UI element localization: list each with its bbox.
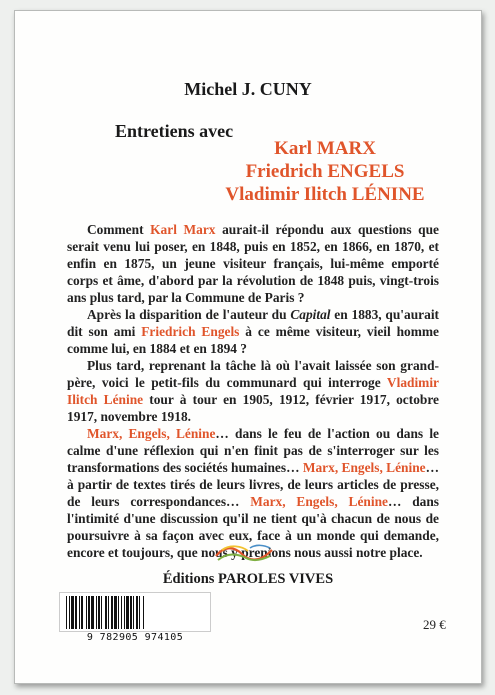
highlight-engels: Friedrich Engels	[141, 324, 240, 339]
publisher-logo	[212, 542, 276, 566]
barcode	[59, 592, 211, 632]
intro-heading: Entretiens avec	[115, 121, 234, 141]
name-engels: Friedrich ENGELS	[245, 161, 405, 182]
paragraph-4: Marx, Engels, Lénine… dans le feu de l'action ou dans le calme d'une réflexion qui n'en finit pas de s'interroger sur les transformations des sociétés humaines… Marx, Engels, Lénine… à partir de textes tirés de leurs livres, de leurs articles de presse, de leurs correspondances… Marx, Engels, Lénine… dans l'intimité d'une discussion qu'il ne tient qu'à chacun de nous de poursuivre à sa façon avec eux, face à un monde qui demande, encore et toujours, que nous y prenions nous aussi notre place.	[67, 426, 440, 560]
name-marx: Karl MARX	[274, 138, 376, 159]
highlight-marx: Karl Marx	[150, 222, 216, 237]
paragraph-1: Comment Karl Marx aurait-il répondu aux questions que serait venu lui poser, en 1848, puis en 1852, en 1866, en 1870, et enfin en 1875, un jeune visiteur français, lui-même emporté corps et âme, d'abord par la révolution de 1848 puis, vingt-trois ans plus tard, par la Commune de Paris ?	[67, 222, 440, 305]
name-lenine: Vladimir Ilitch LÉNINE	[225, 184, 425, 205]
paragraph-2: Après la disparition de l'auteur du Capital en 1883, qu'aurait dit son ami Friedrich Engels à ce même visiteur, vieil homme comme lui, en 1884 et en 1894 ?	[67, 307, 439, 356]
isbn-digits: 9 782905 974105	[86, 632, 184, 643]
publisher-name: Éditions PAROLES VIVES	[162, 571, 334, 587]
names-block	[185, 137, 465, 206]
price: 29 €	[423, 617, 446, 632]
back-cover	[14, 10, 482, 684]
author-name: Michel J. CUNY	[184, 79, 312, 99]
paragraph-3: Plus tard, reprenant la tâche là où l'avait laissée son grand-père, voici le petit-fils du communard qui interroge Vladimir Ilitch Lénine tour à tour en 1905, 1912, février 1917, octobre 1917, novembre 1918.	[67, 358, 439, 424]
blurb-text	[67, 221, 439, 561]
highlight-lenine: Vladimir Ilitch Lénine	[67, 375, 439, 407]
